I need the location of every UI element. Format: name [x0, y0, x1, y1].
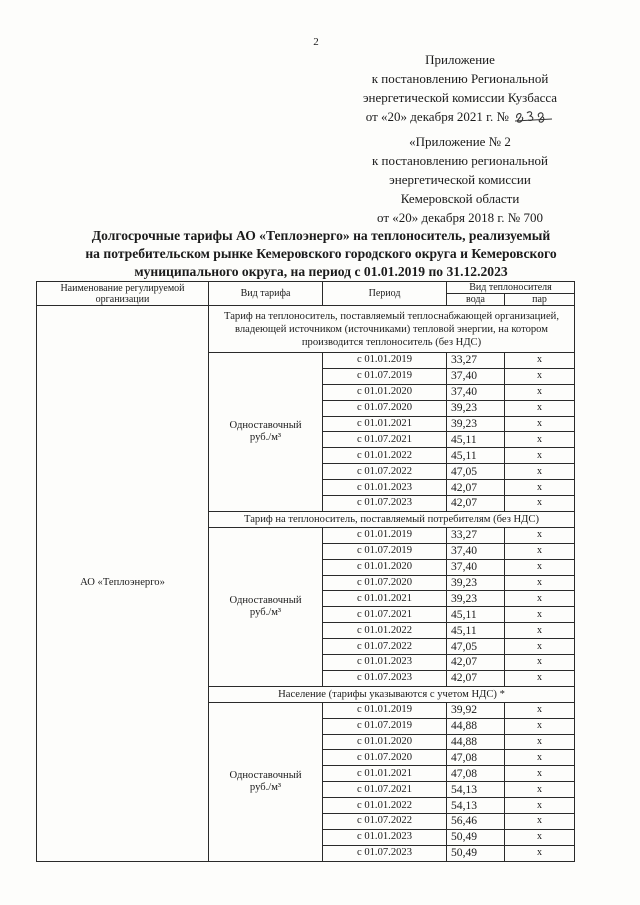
previous-attachment-line: Кемеровской области	[400, 191, 520, 206]
tariff-table-body	[37, 306, 575, 862]
attachment-line: Приложение	[425, 52, 495, 67]
water-value-cell: 44,88	[447, 718, 505, 734]
period-cell: с 01.01.2021	[323, 766, 447, 782]
header-carrier-group: Вид теплоносителя	[447, 282, 575, 294]
steam-value-cell: x	[505, 670, 575, 686]
steam-value-cell: x	[505, 527, 575, 543]
period-cell: с 01.07.2019	[323, 543, 447, 559]
period-cell: с 01.07.2023	[323, 670, 447, 686]
water-value-cell: 42,07	[447, 496, 505, 512]
steam-value-cell: x	[505, 591, 575, 607]
steam-value-cell: x	[505, 639, 575, 655]
period-cell: с 01.07.2023	[323, 496, 447, 512]
steam-value-cell: x	[505, 432, 575, 448]
period-cell: с 01.07.2021	[323, 782, 447, 798]
document-title	[40, 227, 602, 281]
header-tariff-type: Вид тарифа	[209, 282, 323, 306]
water-value-cell: 47,08	[447, 766, 505, 782]
section-title: Население (тарифы указываются с учетом НДС) *	[209, 686, 575, 702]
steam-value-cell: x	[505, 766, 575, 782]
period-cell: с 01.01.2020	[323, 734, 447, 750]
period-cell: с 01.07.2019	[323, 368, 447, 384]
water-value-cell: 45,11	[447, 448, 505, 464]
water-value-cell: 33,27	[447, 353, 505, 369]
water-value-cell: 45,11	[447, 623, 505, 639]
tariff-type-unit: руб./м³	[249, 606, 282, 618]
steam-value-cell: x	[505, 543, 575, 559]
period-cell: с 01.07.2019	[323, 718, 447, 734]
tariff-type-unit: руб./м³	[249, 431, 282, 443]
period-cell: с 01.01.2022	[323, 448, 447, 464]
steam-value-cell: x	[505, 607, 575, 623]
water-value-cell: 37,40	[447, 384, 505, 400]
water-value-cell: 54,13	[447, 798, 505, 814]
tariff-type-cell	[209, 702, 323, 861]
steam-value-cell: x	[505, 845, 575, 861]
water-value-cell: 33,27	[447, 527, 505, 543]
steam-value-cell: x	[505, 353, 575, 369]
water-value-cell: 39,23	[447, 400, 505, 416]
steam-value-cell: x	[505, 734, 575, 750]
period-cell: с 01.01.2023	[323, 480, 447, 496]
water-value-cell: 47,05	[447, 464, 505, 480]
water-value-cell: 45,11	[447, 607, 505, 623]
water-value-cell: 44,88	[447, 734, 505, 750]
water-value-cell: 47,05	[447, 639, 505, 655]
header-steam: пар	[505, 294, 575, 306]
period-cell: с 01.07.2020	[323, 750, 447, 766]
steam-value-cell: x	[505, 750, 575, 766]
water-value-cell: 42,07	[447, 480, 505, 496]
water-value-cell: 37,40	[447, 543, 505, 559]
steam-value-cell: x	[505, 623, 575, 639]
steam-value-cell: x	[505, 575, 575, 591]
previous-attachment-line: от «20» декабря 2018 г. № 700	[377, 210, 543, 225]
organization-cell: АО «Теплоэнерго»	[37, 306, 209, 862]
water-value-cell: 39,23	[447, 416, 505, 432]
handwritten-number-signature	[514, 107, 554, 123]
tariff-type-cell	[209, 353, 323, 512]
period-cell: с 01.01.2020	[323, 559, 447, 575]
water-value-cell: 39,92	[447, 702, 505, 718]
water-value-cell: 50,49	[447, 845, 505, 861]
attachment-date-text: от «20» декабря 2021 г. №	[365, 109, 509, 124]
title-line: на потребительском рынке Кемеровского городского округа и Кемеровского	[85, 246, 557, 261]
period-cell: с 01.01.2019	[323, 527, 447, 543]
water-value-cell: 39,23	[447, 575, 505, 591]
header-water: вода	[447, 294, 505, 306]
period-cell: с 01.01.2022	[323, 798, 447, 814]
steam-value-cell: x	[505, 368, 575, 384]
water-value-cell: 37,40	[447, 559, 505, 575]
period-cell: с 01.07.2022	[323, 814, 447, 830]
section-title: Тариф на теплоноситель, поставляемый теплоснабжающей организацией, владеющей источником (источниками) тепловой энергии, на котором производится теплоноситель (без НДС)	[209, 306, 575, 353]
previous-attachment-line: к постановлению региональной	[371, 153, 548, 168]
period-cell: с 01.01.2023	[323, 829, 447, 845]
title-line: Долгосрочные тарифы АО «Теплоэнерго» на теплоноситель, реализуемый	[91, 228, 551, 243]
tariff-type-name: Одноставочный	[229, 769, 302, 781]
water-value-cell: 56,46	[447, 814, 505, 830]
attachment-header	[330, 50, 590, 126]
steam-value-cell: x	[505, 814, 575, 830]
steam-value-cell: x	[505, 400, 575, 416]
tariff-table	[36, 281, 575, 862]
water-value-cell: 47,08	[447, 750, 505, 766]
header-period: Период	[323, 282, 447, 306]
attachment-line: энергетической комиссии Кузбасса	[362, 90, 558, 105]
attachment-date-line	[330, 107, 590, 126]
water-value-cell: 37,40	[447, 368, 505, 384]
tariff-type-cell	[209, 527, 323, 686]
steam-value-cell: x	[505, 702, 575, 718]
steam-value-cell: x	[505, 782, 575, 798]
period-cell: с 01.07.2020	[323, 575, 447, 591]
steam-value-cell: x	[505, 718, 575, 734]
page-number: 2	[313, 36, 319, 48]
steam-value-cell: x	[505, 480, 575, 496]
tariff-type-name: Одноставочный	[229, 594, 302, 606]
water-value-cell: 45,11	[447, 432, 505, 448]
water-value-cell: 54,13	[447, 782, 505, 798]
period-cell: с 01.07.2023	[323, 845, 447, 861]
previous-attachment-line: энергетической комиссии	[389, 172, 531, 187]
previous-attachment-header	[330, 132, 590, 227]
steam-value-cell: x	[505, 798, 575, 814]
section-title: Тариф на теплоноситель, поставляемый потребителям (без НДС)	[209, 511, 575, 527]
title-line: муниципального округа, на период с 01.01.2019 по 31.12.2023	[134, 264, 508, 279]
steam-value-cell: x	[505, 464, 575, 480]
period-cell: с 01.01.2021	[323, 416, 447, 432]
steam-value-cell: x	[505, 496, 575, 512]
period-cell: с 01.01.2022	[323, 623, 447, 639]
period-cell: с 01.07.2022	[323, 639, 447, 655]
tariff-type-name: Одноставочный	[229, 419, 302, 431]
steam-value-cell: x	[505, 384, 575, 400]
steam-value-cell: x	[505, 559, 575, 575]
steam-value-cell: x	[505, 416, 575, 432]
steam-value-cell: x	[505, 448, 575, 464]
previous-attachment-line: «Приложение № 2	[409, 134, 511, 149]
water-value-cell: 39,23	[447, 591, 505, 607]
steam-value-cell: x	[505, 655, 575, 671]
steam-value-cell: x	[505, 829, 575, 845]
period-cell: с 01.01.2020	[323, 384, 447, 400]
attachment-line: к постановлению Региональной	[371, 71, 549, 86]
period-cell: с 01.01.2021	[323, 591, 447, 607]
period-cell: с 01.01.2023	[323, 655, 447, 671]
period-cell: с 01.07.2021	[323, 607, 447, 623]
water-value-cell: 42,07	[447, 655, 505, 671]
water-value-cell: 50,49	[447, 829, 505, 845]
tariff-type-unit: руб./м³	[249, 781, 282, 793]
period-cell: с 01.07.2021	[323, 432, 447, 448]
period-cell: с 01.07.2022	[323, 464, 447, 480]
period-cell: с 01.01.2019	[323, 702, 447, 718]
period-cell: с 01.01.2019	[323, 353, 447, 369]
header-organization: Наименование регулируемой организации	[37, 282, 209, 306]
water-value-cell: 42,07	[447, 670, 505, 686]
period-cell: с 01.07.2020	[323, 400, 447, 416]
